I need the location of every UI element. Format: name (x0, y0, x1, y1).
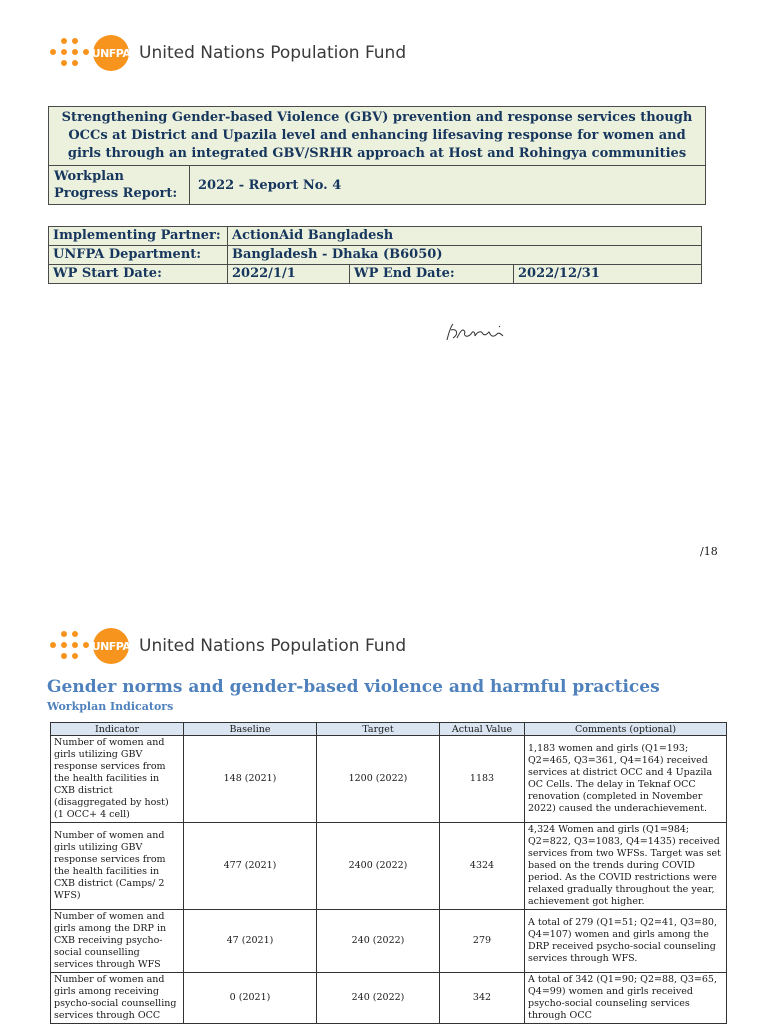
unfpa-badge: UNFPA (93, 35, 129, 71)
target-cell: 1200 (2022) (317, 736, 440, 823)
header-indicator: Indicator (51, 723, 184, 736)
end-date-label: WP End Date: (350, 265, 514, 284)
dots-icon (50, 631, 91, 661)
partner-table (48, 226, 702, 284)
report-value: 2022 - Report No. 4 (190, 166, 706, 205)
start-date-value: 2022/1/1 (228, 265, 350, 284)
actual-cell: 279 (440, 910, 525, 973)
baseline-cell: 477 (2021) (184, 823, 317, 910)
comment-cell: 4,324 Women and girls (Q1=984; Q2=822, Q3=1083, Q4=1435) received services from two WFSs. Target was set based on the trends during COVID period. As the COVID restrictions were relaxed gradually throughout the year, achievement got higher. (525, 823, 727, 910)
indicators-table (50, 722, 727, 1024)
unfpa-logo (50, 35, 406, 71)
department-value: Bangladesh - Dhaka (B6050) (228, 246, 702, 265)
indicator-cell: Number of women and girls among the DRP in CXB receiving psycho-social counselling services through WFS (51, 910, 184, 973)
table-row (51, 973, 727, 1024)
implementing-partner-label: Implementing Partner: (49, 227, 228, 246)
indicator-cell: Number of women and girls among receiving psycho-social counselling services through OCC (51, 973, 184, 1024)
header-comments: Comments (optional) (525, 723, 727, 736)
page-number: /18 (700, 545, 718, 558)
section-subtitle: Workplan Indicators (47, 700, 174, 713)
end-date-value: 2022/12/31 (514, 265, 702, 284)
project-title: Strengthening Gender-based Violence (GBV) prevention and response services though OCCs at District and Upazila level and enhancing lifesaving response for women and girls through an integrated GBV/SRHR approach at Host and Rohingya communities (49, 107, 706, 166)
actual-cell: 1183 (440, 736, 525, 823)
dots-icon (50, 38, 91, 68)
report-label: Workplan Progress Report: (49, 166, 190, 205)
header-target: Target (317, 723, 440, 736)
table-row (51, 910, 727, 973)
baseline-cell: 148 (2021) (184, 736, 317, 823)
target-cell: 2400 (2022) (317, 823, 440, 910)
target-cell: 240 (2022) (317, 910, 440, 973)
comment-cell: A total of 342 (Q1=90; Q2=88, Q3=65, Q4=99) women and girls received psycho-social counseling services through OCC (525, 973, 727, 1024)
start-date-label: WP Start Date: (49, 265, 228, 284)
org-name: United Nations Population Fund (139, 636, 407, 656)
cover-title-table (48, 106, 706, 205)
department-label: UNFPA Department: (49, 246, 228, 265)
header-baseline: Baseline (184, 723, 317, 736)
section-title: Gender norms and gender-based violence and harmful practices (47, 677, 660, 697)
actual-cell: 342 (440, 973, 525, 1024)
baseline-cell: 0 (2021) (184, 973, 317, 1024)
implementing-partner-value: ActionAid Bangladesh (228, 227, 702, 246)
comment-cell: A total of 279 (Q1=51; Q2=41, Q3=80, Q4=107) women and girls among the DRP received psycho-social counseling services through WFS. (525, 910, 727, 973)
table-row (51, 823, 727, 910)
indicator-cell: Number of women and girls utilizing GBV response services from the health facilities in CXB district (disaggregated by host) (1 OCC+ 4 cell) (51, 736, 184, 823)
signature (443, 318, 513, 348)
header-actual: Actual Value (440, 723, 525, 736)
indicator-cell: Number of women and girls utilizing GBV response services from the health facilities in CXB district (Camps/ 2 WFS) (51, 823, 184, 910)
table-row (51, 736, 727, 823)
baseline-cell: 47 (2021) (184, 910, 317, 973)
comment-cell: 1,183 women and girls (Q1=193; Q2=465, Q3=361, Q4=164) received services at district OCC and 4 Upazila OC Cells. The delay in Teknaf OCC renovation (completed in November 2022) caused the underachievement. (525, 736, 727, 823)
unfpa-logo-page2 (50, 628, 406, 664)
unfpa-badge: UNFPA (93, 628, 129, 664)
actual-cell: 4324 (440, 823, 525, 910)
org-name: United Nations Population Fund (139, 43, 407, 63)
target-cell: 240 (2022) (317, 973, 440, 1024)
